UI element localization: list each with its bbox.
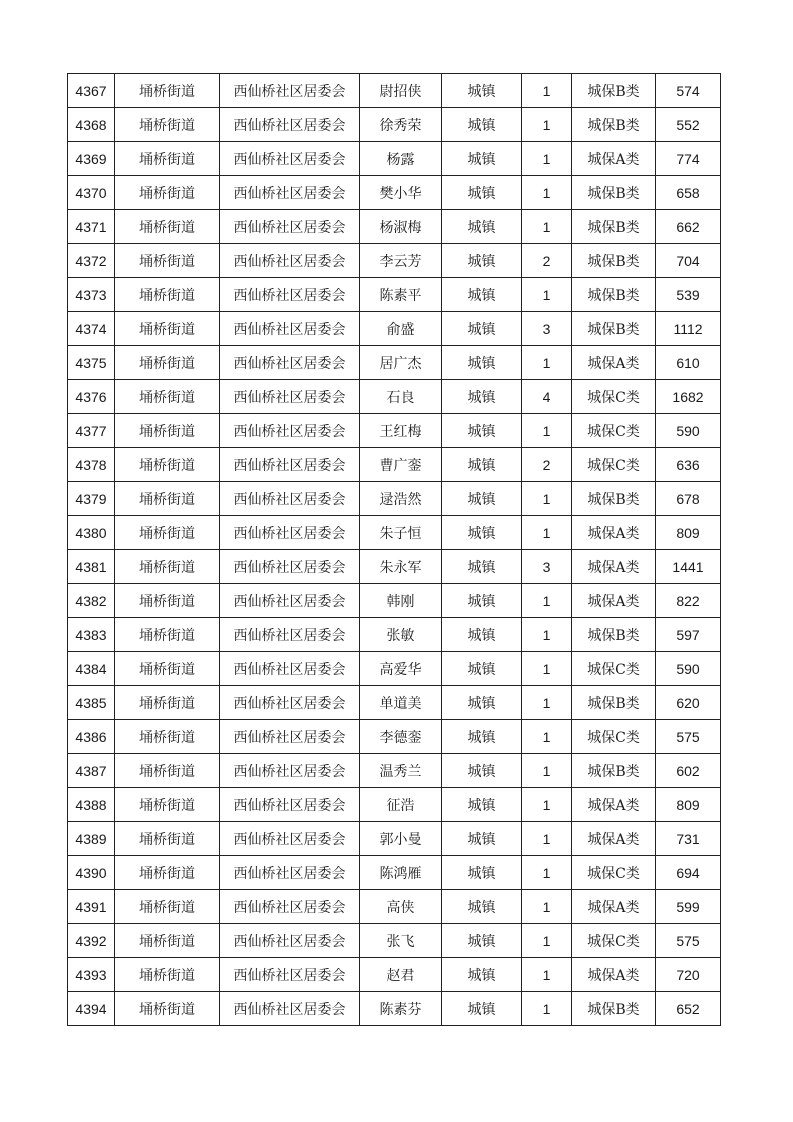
- person-name-cell: 逯浩然: [360, 482, 442, 516]
- table-row: [68, 380, 721, 414]
- street-cell: 埇桥街道: [115, 958, 220, 992]
- amount-cell: 575: [656, 720, 721, 754]
- person-name-cell: 高爱华: [360, 652, 442, 686]
- area-type-cell: 城镇: [442, 210, 522, 244]
- amount-cell: 620: [656, 686, 721, 720]
- street-cell: 埇桥街道: [115, 720, 220, 754]
- benefit-category-cell: 城保A类: [572, 346, 656, 380]
- benefit-category-cell: 城保B类: [572, 108, 656, 142]
- area-type-cell: 城镇: [442, 414, 522, 448]
- benefit-category-cell: 城保C类: [572, 380, 656, 414]
- benefit-category-cell: 城保B类: [572, 74, 656, 108]
- community-cell: 西仙桥社区居委会: [220, 686, 360, 720]
- community-cell: 西仙桥社区居委会: [220, 652, 360, 686]
- street-cell: 埇桥街道: [115, 856, 220, 890]
- person-name-cell: 征浩: [360, 788, 442, 822]
- community-cell: 西仙桥社区居委会: [220, 618, 360, 652]
- row-number-cell: 4387: [68, 754, 115, 788]
- table-row: [68, 278, 721, 312]
- table-row: [68, 346, 721, 380]
- amount-cell: 1441: [656, 550, 721, 584]
- row-number-cell: 4381: [68, 550, 115, 584]
- table-row: [68, 142, 721, 176]
- street-cell: 埇桥街道: [115, 210, 220, 244]
- community-cell: 西仙桥社区居委会: [220, 448, 360, 482]
- community-cell: 西仙桥社区居委会: [220, 822, 360, 856]
- benefit-category-cell: 城保C类: [572, 414, 656, 448]
- table-row: [68, 448, 721, 482]
- benefit-category-cell: 城保C类: [572, 448, 656, 482]
- benefit-category-cell: 城保A类: [572, 550, 656, 584]
- street-cell: 埇桥街道: [115, 380, 220, 414]
- person-name-cell: 朱永军: [360, 550, 442, 584]
- benefit-category-cell: 城保C类: [572, 720, 656, 754]
- street-cell: 埇桥街道: [115, 244, 220, 278]
- row-number-cell: 4386: [68, 720, 115, 754]
- person-name-cell: 陈素平: [360, 278, 442, 312]
- row-number-cell: 4371: [68, 210, 115, 244]
- amount-cell: 774: [656, 142, 721, 176]
- row-number-cell: 4394: [68, 992, 115, 1026]
- community-cell: 西仙桥社区居委会: [220, 720, 360, 754]
- benefit-category-cell: 城保A类: [572, 516, 656, 550]
- street-cell: 埇桥街道: [115, 108, 220, 142]
- table-row: [68, 686, 721, 720]
- table-row: [68, 822, 721, 856]
- community-cell: 西仙桥社区居委会: [220, 176, 360, 210]
- street-cell: 埇桥街道: [115, 74, 220, 108]
- street-cell: 埇桥街道: [115, 652, 220, 686]
- area-type-cell: 城镇: [442, 142, 522, 176]
- community-cell: 西仙桥社区居委会: [220, 856, 360, 890]
- row-number-cell: 4392: [68, 924, 115, 958]
- area-type-cell: 城镇: [442, 278, 522, 312]
- community-cell: 西仙桥社区居委会: [220, 924, 360, 958]
- amount-cell: 599: [656, 890, 721, 924]
- street-cell: 埇桥街道: [115, 482, 220, 516]
- area-type-cell: 城镇: [442, 924, 522, 958]
- area-type-cell: 城镇: [442, 686, 522, 720]
- household-count-cell: 1: [522, 856, 572, 890]
- amount-cell: 590: [656, 414, 721, 448]
- street-cell: 埇桥街道: [115, 176, 220, 210]
- amount-cell: 658: [656, 176, 721, 210]
- benefit-category-cell: 城保B类: [572, 210, 656, 244]
- row-number-cell: 4390: [68, 856, 115, 890]
- household-count-cell: 2: [522, 448, 572, 482]
- street-cell: 埇桥街道: [115, 584, 220, 618]
- street-cell: 埇桥街道: [115, 312, 220, 346]
- household-count-cell: 1: [522, 958, 572, 992]
- amount-cell: 602: [656, 754, 721, 788]
- area-type-cell: 城镇: [442, 992, 522, 1026]
- area-type-cell: 城镇: [442, 618, 522, 652]
- person-name-cell: 曹广銮: [360, 448, 442, 482]
- benefit-category-cell: 城保A类: [572, 958, 656, 992]
- area-type-cell: 城镇: [442, 822, 522, 856]
- person-name-cell: 李云芳: [360, 244, 442, 278]
- area-type-cell: 城镇: [442, 890, 522, 924]
- table-row: [68, 516, 721, 550]
- row-number-cell: 4367: [68, 74, 115, 108]
- subsistence-allowance-table: [67, 73, 721, 1026]
- community-cell: 西仙桥社区居委会: [220, 516, 360, 550]
- person-name-cell: 单道美: [360, 686, 442, 720]
- person-name-cell: 樊小华: [360, 176, 442, 210]
- community-cell: 西仙桥社区居委会: [220, 142, 360, 176]
- row-number-cell: 4389: [68, 822, 115, 856]
- community-cell: 西仙桥社区居委会: [220, 380, 360, 414]
- amount-cell: 590: [656, 652, 721, 686]
- household-count-cell: 1: [522, 482, 572, 516]
- row-number-cell: 4378: [68, 448, 115, 482]
- row-number-cell: 4373: [68, 278, 115, 312]
- community-cell: 西仙桥社区居委会: [220, 210, 360, 244]
- area-type-cell: 城镇: [442, 176, 522, 210]
- household-count-cell: 1: [522, 924, 572, 958]
- household-count-cell: 1: [522, 686, 572, 720]
- benefit-category-cell: 城保A类: [572, 822, 656, 856]
- table-row: [68, 74, 721, 108]
- person-name-cell: 温秀兰: [360, 754, 442, 788]
- amount-cell: 610: [656, 346, 721, 380]
- household-count-cell: 1: [522, 176, 572, 210]
- street-cell: 埇桥街道: [115, 924, 220, 958]
- street-cell: 埇桥街道: [115, 754, 220, 788]
- community-cell: 西仙桥社区居委会: [220, 278, 360, 312]
- household-count-cell: 1: [522, 618, 572, 652]
- row-number-cell: 4391: [68, 890, 115, 924]
- amount-cell: 552: [656, 108, 721, 142]
- amount-cell: 597: [656, 618, 721, 652]
- household-count-cell: 1: [522, 414, 572, 448]
- street-cell: 埇桥街道: [115, 890, 220, 924]
- person-name-cell: 尉招侠: [360, 74, 442, 108]
- person-name-cell: 石良: [360, 380, 442, 414]
- area-type-cell: 城镇: [442, 550, 522, 584]
- table-row: [68, 890, 721, 924]
- household-count-cell: 1: [522, 584, 572, 618]
- community-cell: 西仙桥社区居委会: [220, 74, 360, 108]
- row-number-cell: 4380: [68, 516, 115, 550]
- community-cell: 西仙桥社区居委会: [220, 890, 360, 924]
- amount-cell: 539: [656, 278, 721, 312]
- person-name-cell: 高侠: [360, 890, 442, 924]
- community-cell: 西仙桥社区居委会: [220, 958, 360, 992]
- amount-cell: 809: [656, 788, 721, 822]
- street-cell: 埇桥街道: [115, 448, 220, 482]
- row-number-cell: 4385: [68, 686, 115, 720]
- table-row: [68, 244, 721, 278]
- benefit-category-cell: 城保B类: [572, 992, 656, 1026]
- benefit-category-cell: 城保B类: [572, 754, 656, 788]
- table-row: [68, 958, 721, 992]
- benefit-category-cell: 城保C类: [572, 652, 656, 686]
- table-row: [68, 550, 721, 584]
- table-row: [68, 652, 721, 686]
- benefit-category-cell: 城保A类: [572, 142, 656, 176]
- street-cell: 埇桥街道: [115, 992, 220, 1026]
- person-name-cell: 陈鸿雁: [360, 856, 442, 890]
- street-cell: 埇桥街道: [115, 142, 220, 176]
- amount-cell: 662: [656, 210, 721, 244]
- row-number-cell: 4379: [68, 482, 115, 516]
- table-body: [68, 74, 721, 1026]
- area-type-cell: 城镇: [442, 958, 522, 992]
- amount-cell: 809: [656, 516, 721, 550]
- street-cell: 埇桥街道: [115, 516, 220, 550]
- person-name-cell: 俞盛: [360, 312, 442, 346]
- benefit-category-cell: 城保A类: [572, 584, 656, 618]
- benefit-category-cell: 城保B类: [572, 176, 656, 210]
- area-type-cell: 城镇: [442, 788, 522, 822]
- household-count-cell: 1: [522, 278, 572, 312]
- person-name-cell: 郭小曼: [360, 822, 442, 856]
- row-number-cell: 4384: [68, 652, 115, 686]
- person-name-cell: 居广杰: [360, 346, 442, 380]
- benefit-category-cell: 城保B类: [572, 686, 656, 720]
- table-row: [68, 856, 721, 890]
- amount-cell: 731: [656, 822, 721, 856]
- amount-cell: 678: [656, 482, 721, 516]
- community-cell: 西仙桥社区居委会: [220, 584, 360, 618]
- community-cell: 西仙桥社区居委会: [220, 754, 360, 788]
- street-cell: 埇桥街道: [115, 686, 220, 720]
- row-number-cell: 4377: [68, 414, 115, 448]
- row-number-cell: 4382: [68, 584, 115, 618]
- row-number-cell: 4393: [68, 958, 115, 992]
- row-number-cell: 4369: [68, 142, 115, 176]
- benefit-category-cell: 城保A类: [572, 788, 656, 822]
- row-number-cell: 4388: [68, 788, 115, 822]
- person-name-cell: 杨露: [360, 142, 442, 176]
- area-type-cell: 城镇: [442, 448, 522, 482]
- table-row: [68, 108, 721, 142]
- amount-cell: 1682: [656, 380, 721, 414]
- person-name-cell: 张敏: [360, 618, 442, 652]
- household-count-cell: 1: [522, 754, 572, 788]
- area-type-cell: 城镇: [442, 312, 522, 346]
- community-cell: 西仙桥社区居委会: [220, 414, 360, 448]
- row-number-cell: 4374: [68, 312, 115, 346]
- household-count-cell: 3: [522, 550, 572, 584]
- person-name-cell: 杨淑梅: [360, 210, 442, 244]
- area-type-cell: 城镇: [442, 346, 522, 380]
- household-count-cell: 2: [522, 244, 572, 278]
- benefit-category-cell: 城保C类: [572, 856, 656, 890]
- amount-cell: 1112: [656, 312, 721, 346]
- area-type-cell: 城镇: [442, 516, 522, 550]
- amount-cell: 694: [656, 856, 721, 890]
- street-cell: 埇桥街道: [115, 278, 220, 312]
- community-cell: 西仙桥社区居委会: [220, 482, 360, 516]
- amount-cell: 720: [656, 958, 721, 992]
- table-row: [68, 414, 721, 448]
- person-name-cell: 张飞: [360, 924, 442, 958]
- area-type-cell: 城镇: [442, 652, 522, 686]
- area-type-cell: 城镇: [442, 754, 522, 788]
- household-count-cell: 1: [522, 142, 572, 176]
- area-type-cell: 城镇: [442, 482, 522, 516]
- person-name-cell: 陈素芬: [360, 992, 442, 1026]
- person-name-cell: 李德銮: [360, 720, 442, 754]
- row-number-cell: 4383: [68, 618, 115, 652]
- table-row: [68, 924, 721, 958]
- street-cell: 埇桥街道: [115, 346, 220, 380]
- area-type-cell: 城镇: [442, 244, 522, 278]
- benefit-category-cell: 城保B类: [572, 278, 656, 312]
- table-row: [68, 312, 721, 346]
- amount-cell: 575: [656, 924, 721, 958]
- household-count-cell: 1: [522, 652, 572, 686]
- table-row: [68, 720, 721, 754]
- household-count-cell: 4: [522, 380, 572, 414]
- row-number-cell: 4375: [68, 346, 115, 380]
- benefit-category-cell: 城保B类: [572, 244, 656, 278]
- community-cell: 西仙桥社区居委会: [220, 550, 360, 584]
- table-row: [68, 754, 721, 788]
- street-cell: 埇桥街道: [115, 822, 220, 856]
- amount-cell: 652: [656, 992, 721, 1026]
- person-name-cell: 朱子恒: [360, 516, 442, 550]
- community-cell: 西仙桥社区居委会: [220, 788, 360, 822]
- amount-cell: 822: [656, 584, 721, 618]
- community-cell: 西仙桥社区居委会: [220, 108, 360, 142]
- household-count-cell: 1: [522, 890, 572, 924]
- benefit-category-cell: 城保C类: [572, 924, 656, 958]
- community-cell: 西仙桥社区居委会: [220, 312, 360, 346]
- street-cell: 埇桥街道: [115, 618, 220, 652]
- row-number-cell: 4372: [68, 244, 115, 278]
- street-cell: 埇桥街道: [115, 788, 220, 822]
- person-name-cell: 赵君: [360, 958, 442, 992]
- area-type-cell: 城镇: [442, 584, 522, 618]
- benefit-category-cell: 城保B类: [572, 312, 656, 346]
- person-name-cell: 徐秀荣: [360, 108, 442, 142]
- person-name-cell: 韩刚: [360, 584, 442, 618]
- household-count-cell: 1: [522, 788, 572, 822]
- table-row: [68, 788, 721, 822]
- row-number-cell: 4370: [68, 176, 115, 210]
- amount-cell: 636: [656, 448, 721, 482]
- area-type-cell: 城镇: [442, 108, 522, 142]
- community-cell: 西仙桥社区居委会: [220, 992, 360, 1026]
- community-cell: 西仙桥社区居委会: [220, 244, 360, 278]
- benefit-category-cell: 城保B类: [572, 482, 656, 516]
- row-number-cell: 4376: [68, 380, 115, 414]
- household-count-cell: 1: [522, 720, 572, 754]
- household-count-cell: 1: [522, 822, 572, 856]
- area-type-cell: 城镇: [442, 380, 522, 414]
- street-cell: 埇桥街道: [115, 414, 220, 448]
- household-count-cell: 3: [522, 312, 572, 346]
- household-count-cell: 1: [522, 108, 572, 142]
- amount-cell: 574: [656, 74, 721, 108]
- area-type-cell: 城镇: [442, 856, 522, 890]
- household-count-cell: 1: [522, 74, 572, 108]
- area-type-cell: 城镇: [442, 720, 522, 754]
- household-count-cell: 1: [522, 210, 572, 244]
- benefit-category-cell: 城保A类: [572, 890, 656, 924]
- row-number-cell: 4368: [68, 108, 115, 142]
- table-row: [68, 992, 721, 1026]
- table-row: [68, 210, 721, 244]
- area-type-cell: 城镇: [442, 74, 522, 108]
- community-cell: 西仙桥社区居委会: [220, 346, 360, 380]
- table-row: [68, 482, 721, 516]
- table-row: [68, 176, 721, 210]
- person-name-cell: 王红梅: [360, 414, 442, 448]
- table-row: [68, 584, 721, 618]
- benefit-category-cell: 城保B类: [572, 618, 656, 652]
- street-cell: 埇桥街道: [115, 550, 220, 584]
- table-row: [68, 618, 721, 652]
- household-count-cell: 1: [522, 992, 572, 1026]
- household-count-cell: 1: [522, 346, 572, 380]
- household-count-cell: 1: [522, 516, 572, 550]
- amount-cell: 704: [656, 244, 721, 278]
